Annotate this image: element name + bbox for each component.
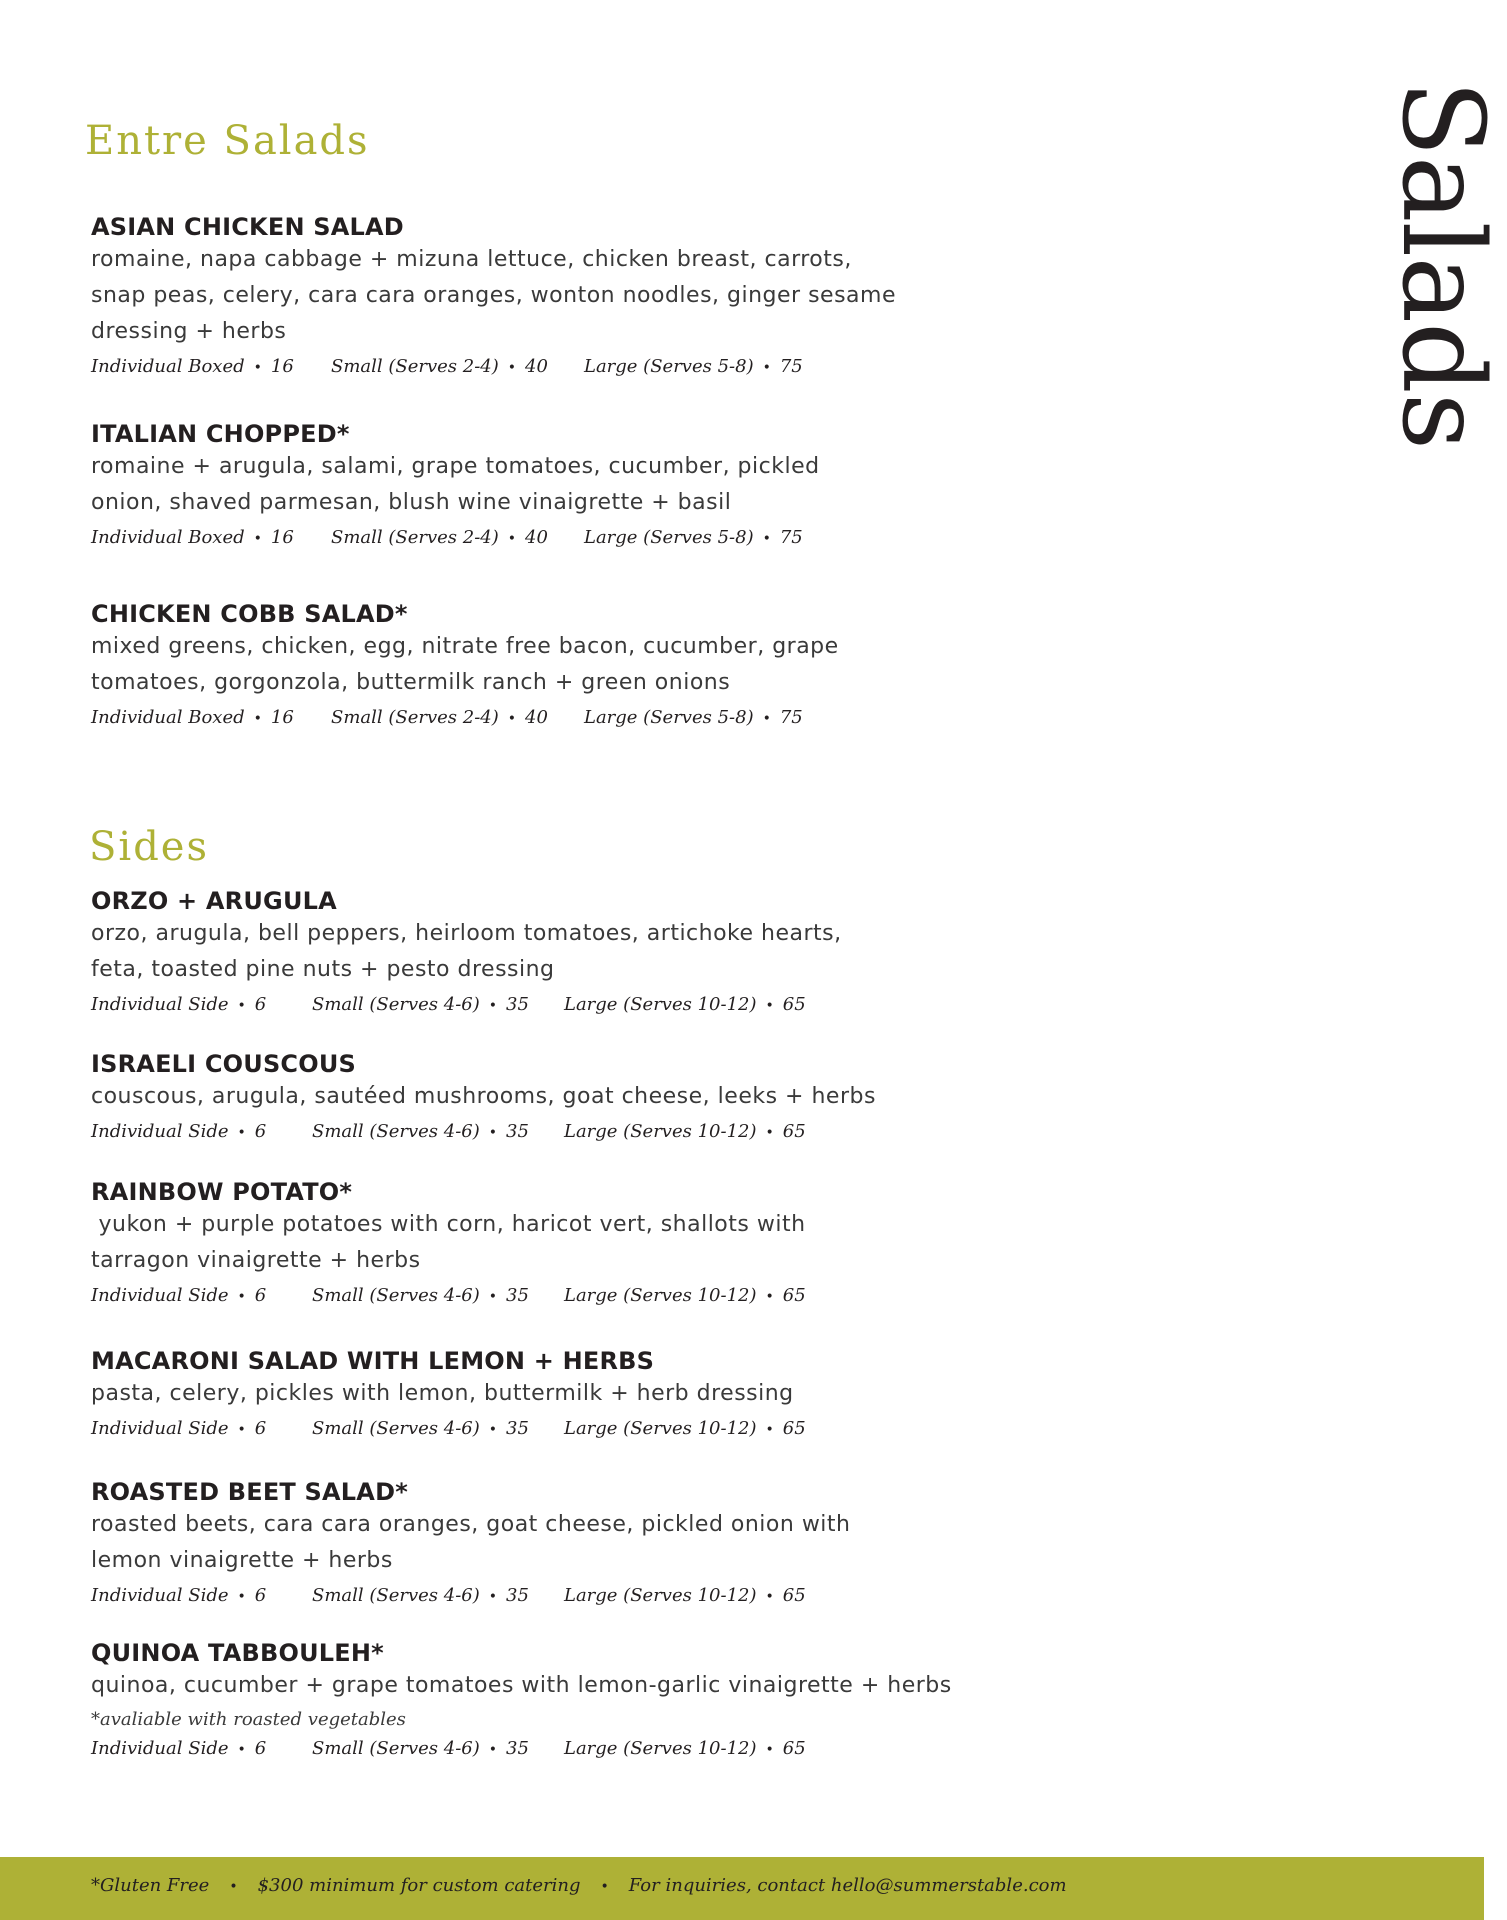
footer-separator: •	[229, 1879, 238, 1895]
item-name: QUINOA TABBOULEH*	[91, 1639, 384, 1667]
price-separator: •	[253, 360, 262, 376]
size-label: Individual Side	[91, 1585, 229, 1606]
vertical-page-title: Salads	[1377, 80, 1507, 450]
price-value: 35	[506, 1285, 529, 1306]
price-separator: •	[237, 998, 246, 1014]
size-label: Individual Side	[91, 1738, 229, 1759]
item-description: tomatoes, gorgonzola, buttermilk ranch + green onions	[91, 670, 731, 695]
price-option	[564, 994, 806, 1015]
price-value: 6	[254, 1418, 267, 1439]
size-label: Individual Boxed	[91, 707, 245, 728]
price-option	[91, 1585, 266, 1606]
price-value: 35	[506, 1121, 529, 1142]
price-value: 65	[782, 1738, 806, 1759]
item-name: ROASTED BEET SALAD*	[91, 1478, 408, 1506]
size-label: Large (Serves 10-12)	[564, 1285, 757, 1306]
size-label: Small (Serves 4-6)	[312, 994, 480, 1015]
price-value: 65	[782, 1585, 806, 1606]
item-description: snap peas, celery, cara cara oranges, wonton noodles, ginger sesame	[91, 283, 896, 308]
size-label: Individual Side	[91, 1418, 229, 1439]
menu-item	[91, 1049, 876, 1151]
price-option	[584, 527, 803, 548]
price-option	[564, 1738, 806, 1759]
price-value: 35	[506, 1738, 529, 1759]
menu-item	[91, 599, 839, 737]
item-description: couscous, arugula, sautéed mushrooms, goat cheese, leeks + herbs	[91, 1084, 876, 1109]
price-value: 6	[254, 994, 267, 1015]
size-label: Individual Side	[91, 1121, 229, 1142]
price-option	[91, 527, 294, 548]
size-label: Individual Side	[91, 1285, 229, 1306]
size-label: Large (Serves 10-12)	[564, 1121, 757, 1142]
menu-item	[91, 886, 842, 1024]
price-value: 6	[254, 1585, 267, 1606]
price-option	[312, 1285, 529, 1306]
item-description: dressing + herbs	[91, 319, 287, 344]
price-separator: •	[237, 1125, 246, 1141]
footer-contact-link[interactable]: For inquiries, contact hello@summerstable.com	[628, 1875, 1067, 1896]
item-note: *avaliable with roasted vegetables	[91, 1709, 406, 1730]
price-value: 35	[506, 1585, 529, 1606]
item-description: quinoa, cucumber + grape tomatoes with lemon-garlic vinaigrette + herbs	[91, 1673, 952, 1698]
price-value: 35	[506, 1418, 529, 1439]
price-value: 40	[525, 527, 548, 548]
price-option	[584, 707, 803, 728]
menu-item	[91, 1177, 806, 1315]
size-label: Small (Serves 2-4)	[331, 356, 499, 377]
item-name: ISRAELI COUSCOUS	[91, 1050, 357, 1078]
price-row	[91, 994, 842, 1024]
size-label: Small (Serves 4-6)	[312, 1285, 480, 1306]
price-separator: •	[488, 1742, 498, 1758]
price-value: 40	[525, 707, 548, 728]
price-value: 65	[782, 1285, 806, 1306]
price-separator: •	[253, 711, 262, 727]
price-separator: •	[488, 1125, 498, 1141]
price-separator: •	[237, 1742, 246, 1758]
price-option	[564, 1285, 806, 1306]
item-name: ASIAN CHICKEN SALAD	[91, 213, 404, 241]
size-label: Individual Boxed	[91, 356, 245, 377]
price-option	[584, 356, 803, 377]
price-separator: •	[762, 360, 771, 376]
size-label: Small (Serves 4-6)	[312, 1121, 480, 1142]
price-option	[91, 1285, 266, 1306]
price-value: 6	[254, 1285, 267, 1306]
item-name: ORZO + ARUGULA	[91, 887, 337, 915]
size-label: Large (Serves 10-12)	[564, 1585, 757, 1606]
size-label: Individual Side	[91, 994, 229, 1015]
price-value: 16	[270, 707, 294, 728]
price-separator: •	[488, 1589, 498, 1605]
price-separator: •	[762, 531, 771, 547]
size-label: Large (Serves 5-8)	[584, 356, 754, 377]
price-value: 75	[779, 356, 803, 377]
price-separator: •	[765, 1422, 774, 1438]
section-title-entre-salads: Entre Salads	[85, 118, 370, 164]
price-separator: •	[237, 1422, 246, 1438]
price-row	[91, 527, 820, 557]
price-row	[91, 1121, 876, 1151]
footer-line	[91, 1875, 1067, 1896]
price-value: 75	[779, 527, 803, 548]
price-row	[91, 1738, 952, 1768]
price-option	[91, 1738, 266, 1759]
item-description: yukon + purple potatoes with corn, haricot vert, shallots with	[91, 1212, 806, 1237]
price-row	[91, 1418, 806, 1448]
price-option	[312, 1738, 529, 1759]
size-label: Large (Serves 5-8)	[584, 707, 754, 728]
size-label: Small (Serves 2-4)	[331, 527, 499, 548]
item-name: MACARONI SALAD WITH LEMON + HERBS	[91, 1347, 655, 1375]
price-option	[312, 994, 529, 1015]
menu-item	[91, 1638, 952, 1768]
footer-minimum: $300 minimum for custom catering	[257, 1875, 581, 1896]
price-option	[331, 356, 548, 377]
price-row	[91, 707, 839, 737]
price-option	[564, 1418, 806, 1439]
price-option	[91, 356, 294, 377]
price-row	[91, 356, 896, 386]
price-value: 6	[254, 1738, 267, 1759]
item-description: pasta, celery, pickles with lemon, buttermilk + herb dressing	[91, 1381, 794, 1406]
item-description: tarragon vinaigrette + herbs	[91, 1248, 421, 1273]
menu-item	[91, 1477, 851, 1615]
price-option	[312, 1418, 529, 1439]
price-separator: •	[237, 1589, 246, 1605]
section-title-sides: Sides	[89, 824, 209, 870]
price-separator: •	[507, 531, 517, 547]
price-option	[331, 527, 548, 548]
item-description: mixed greens, chicken, egg, nitrate free bacon, cucumber, grape	[91, 634, 839, 659]
item-name: ITALIAN CHOPPED*	[91, 420, 350, 448]
price-option	[331, 707, 548, 728]
price-separator: •	[765, 1289, 774, 1305]
footer-bar	[0, 1857, 1484, 1920]
price-separator: •	[765, 1589, 774, 1605]
item-description: orzo, arugula, bell peppers, heirloom tomatoes, artichoke hearts,	[91, 921, 842, 946]
price-value: 16	[270, 527, 294, 548]
menu-item	[91, 419, 820, 557]
price-separator: •	[762, 711, 771, 727]
item-description: onion, shaved parmesan, blush wine vinaigrette + basil	[91, 490, 732, 515]
size-label: Individual Boxed	[91, 527, 245, 548]
price-separator: •	[507, 360, 517, 376]
item-description: romaine + arugula, salami, grape tomatoes, cucumber, pickled	[91, 454, 820, 479]
price-option	[312, 1585, 529, 1606]
item-description: romaine, napa cabbage + mizuna lettuce, chicken breast, carrots,	[91, 247, 852, 272]
price-row	[91, 1585, 851, 1615]
menu-item	[91, 212, 896, 386]
price-separator: •	[765, 1742, 774, 1758]
price-value: 35	[506, 994, 529, 1015]
price-option	[91, 1418, 266, 1439]
price-option	[91, 994, 266, 1015]
price-value: 65	[782, 994, 806, 1015]
size-label: Small (Serves 4-6)	[312, 1418, 480, 1439]
price-value: 65	[782, 1121, 806, 1142]
price-value: 40	[525, 356, 548, 377]
size-label: Small (Serves 4-6)	[312, 1585, 480, 1606]
price-separator: •	[507, 711, 517, 727]
price-separator: •	[488, 1422, 498, 1438]
price-value: 75	[779, 707, 803, 728]
price-separator: •	[237, 1289, 246, 1305]
size-label: Large (Serves 10-12)	[564, 994, 757, 1015]
price-separator: •	[765, 1125, 774, 1141]
price-option	[564, 1121, 806, 1142]
item-name: CHICKEN COBB SALAD*	[91, 600, 408, 628]
size-label: Large (Serves 10-12)	[564, 1738, 757, 1759]
item-name: RAINBOW POTATO*	[91, 1178, 353, 1206]
price-option	[564, 1585, 806, 1606]
price-separator: •	[488, 998, 498, 1014]
footer-gluten-free: *Gluten Free	[91, 1875, 210, 1896]
size-label: Large (Serves 5-8)	[584, 527, 754, 548]
price-separator: •	[488, 1289, 498, 1305]
price-separator: •	[765, 998, 774, 1014]
price-row	[91, 1285, 806, 1315]
footer-separator: •	[600, 1879, 609, 1895]
price-value: 16	[270, 356, 294, 377]
price-value: 65	[782, 1418, 806, 1439]
menu-item	[91, 1346, 806, 1448]
price-separator: •	[253, 531, 262, 547]
item-description: lemon vinaigrette + herbs	[91, 1548, 393, 1573]
size-label: Small (Serves 2-4)	[331, 707, 499, 728]
item-description: feta, toasted pine nuts + pesto dressing	[91, 957, 555, 982]
price-value: 6	[254, 1121, 267, 1142]
price-option	[312, 1121, 529, 1142]
item-description: roasted beets, cara cara oranges, goat cheese, pickled onion with	[91, 1512, 851, 1537]
size-label: Large (Serves 10-12)	[564, 1418, 757, 1439]
size-label: Small (Serves 4-6)	[312, 1738, 480, 1759]
price-option	[91, 707, 294, 728]
price-option	[91, 1121, 266, 1142]
